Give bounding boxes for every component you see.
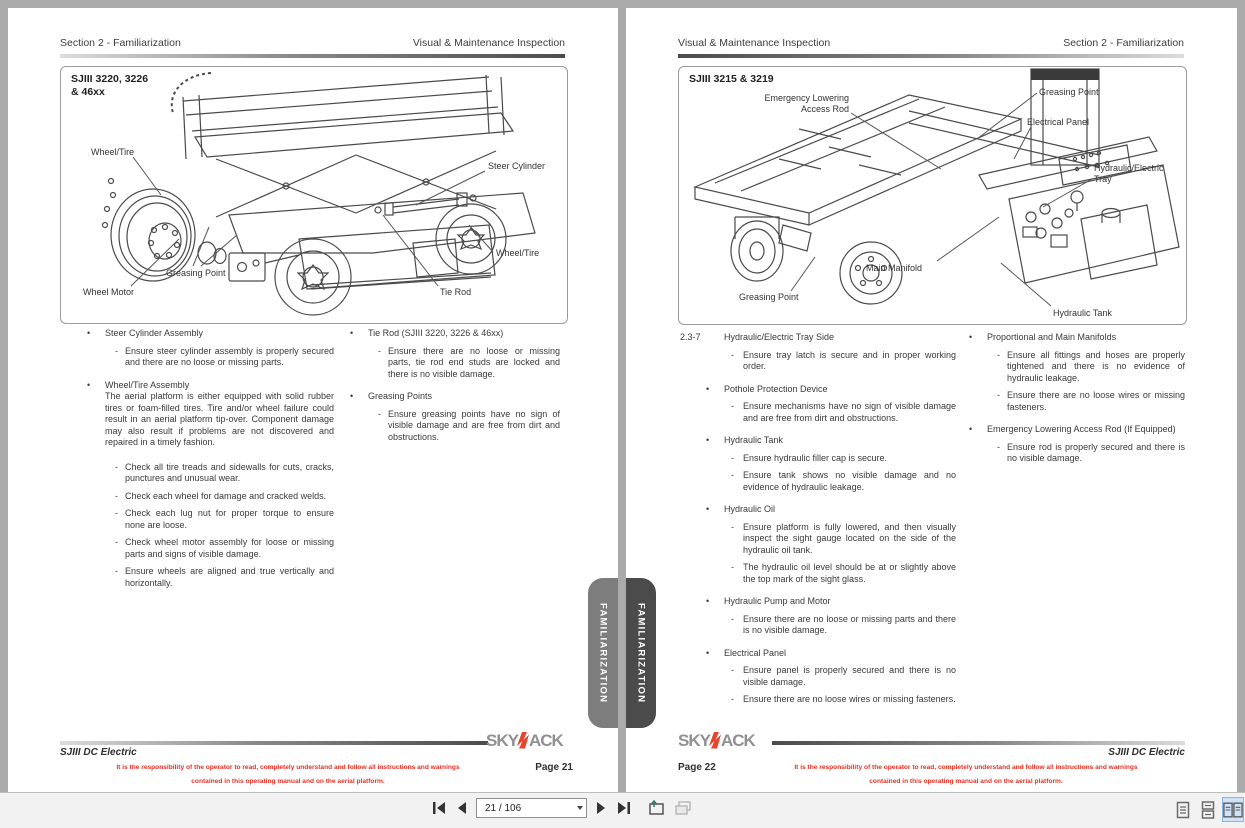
bullet-marker: • bbox=[706, 647, 710, 658]
page-view-modes bbox=[1172, 797, 1244, 822]
bullet-marker: • bbox=[969, 424, 973, 434]
running-header-topic: Visual & Maintenance Inspection bbox=[412, 37, 565, 49]
item-sub: - Ensure all fittings and hoses are properly tightened and there is no evidence of hydraulic leakage. bbox=[997, 349, 1185, 383]
item-sub: - Ensure rod is properly secured and there is no visible damage. bbox=[997, 441, 1185, 463]
inspection-item bbox=[680, 648, 956, 706]
figure-title: SJIII 3220, 3226 & 46xx bbox=[71, 73, 149, 98]
logo-text: SKY bbox=[486, 731, 518, 750]
callout-steer-cylinder: Steer Cylinder bbox=[488, 161, 546, 171]
first-page-button[interactable] bbox=[430, 800, 448, 816]
callout-emergency-lowering: Emergency Lowering Access Rod bbox=[764, 93, 849, 114]
next-page-button[interactable] bbox=[594, 800, 608, 816]
item-sub: - Ensure greasing points have no sign of visible damage and are free from dirt and obstructions. bbox=[378, 408, 560, 442]
inspection-item bbox=[680, 332, 956, 373]
dash-marker: - bbox=[115, 566, 118, 576]
section-tab-familiarization bbox=[588, 578, 618, 728]
inspection-item bbox=[680, 504, 956, 585]
item-sub: - Check wheel motor assembly for loose or missing parts and signs of visible damage. bbox=[115, 537, 334, 559]
tab-label: FAMILIARIZATION bbox=[597, 602, 609, 704]
dash-marker: - bbox=[731, 349, 734, 360]
item-title: Tie Rod (SJIII 3220, 3226 & 46xx) bbox=[368, 328, 504, 338]
item-sub: - Ensure hydraulic filler cap is secure. bbox=[731, 452, 888, 463]
inspection-item bbox=[86, 380, 334, 590]
scissor-lift-illustration bbox=[61, 67, 567, 323]
footer-rule bbox=[772, 741, 1185, 745]
doc-title: SJIII DC Electric bbox=[60, 747, 137, 758]
bullet-marker: • bbox=[350, 391, 354, 401]
logo-text: ACK bbox=[528, 731, 563, 750]
bullet-marker: • bbox=[706, 383, 710, 394]
dash-marker: - bbox=[731, 521, 734, 532]
item-title: Steer Cylinder Assembly bbox=[105, 328, 204, 338]
document-page-22 bbox=[626, 8, 1237, 792]
item-title: Wheel/Tire Assembly bbox=[105, 379, 190, 390]
logo-text: SKY bbox=[678, 731, 710, 750]
header-rule bbox=[678, 54, 1184, 58]
dash-marker: - bbox=[378, 345, 381, 356]
dash-marker: - bbox=[731, 452, 734, 463]
dash-marker: - bbox=[731, 613, 734, 624]
bullet-marker: • bbox=[706, 435, 710, 445]
tab-label: FAMILIARIZATION bbox=[635, 602, 647, 704]
item-sub: - Ensure wheels are aligned and true vertically and horizontally. bbox=[115, 566, 334, 588]
item-sub: - Ensure there are no loose or missing parts, tie rod end studs are locked and there is no visible damage. bbox=[378, 345, 560, 379]
document-page-21 bbox=[8, 8, 618, 792]
dash-marker: - bbox=[115, 345, 118, 356]
item-sub: - Ensure steer cylinder assembly is properly secured and there are no loose or missing parts. bbox=[115, 345, 334, 367]
duplicate-window-button[interactable] bbox=[673, 799, 693, 817]
figure-sjiii-3220 bbox=[60, 66, 568, 324]
item-sub: - Check each wheel for damage and cracked welds. bbox=[115, 490, 327, 501]
viewer-toolbar bbox=[0, 792, 1245, 828]
bullet-marker: • bbox=[969, 332, 973, 342]
item-title: Hydraulic Oil bbox=[724, 504, 776, 514]
text-column bbox=[349, 328, 560, 454]
dash-marker: - bbox=[115, 490, 118, 501]
dash-marker: - bbox=[731, 470, 734, 480]
continuous-view-button[interactable] bbox=[1197, 797, 1219, 822]
previous-page-button[interactable] bbox=[455, 800, 469, 816]
text-column bbox=[86, 328, 334, 600]
item-title: Proportional and Main Manifolds bbox=[987, 332, 1117, 342]
bullet-marker: • bbox=[706, 504, 710, 514]
text-column bbox=[968, 332, 1185, 476]
section-tab-familiarization bbox=[626, 578, 656, 728]
warning-line: It is the responsibility of the operator to read, completely understand and follow all instructions and warnings bbox=[116, 764, 460, 771]
first-page-icon bbox=[431, 801, 447, 815]
callout-greasing-point: Greasing Point bbox=[166, 268, 226, 278]
item-sub: - Ensure mechanisms have no sign of visible damage and are free from dirt and obstructions. bbox=[731, 401, 956, 423]
item-sub: - Check each lug nut for proper torque to ensure none are loose. bbox=[115, 508, 334, 530]
dash-marker: - bbox=[997, 349, 1000, 360]
inspection-item bbox=[349, 328, 560, 380]
dash-marker: - bbox=[115, 461, 118, 472]
footer-rule bbox=[60, 741, 488, 745]
next-page-icon bbox=[595, 801, 607, 815]
text-column bbox=[680, 332, 956, 717]
item-title: Hydraulic Tank bbox=[724, 435, 783, 445]
callout-main-manifold: Main Manifold bbox=[866, 263, 923, 273]
warning-line: It is the responsibility of the operator to read, completely understand and follow all instructions and warnings bbox=[794, 764, 1138, 771]
item-sub: - The hydraulic oil level should be at or slightly above the top mark of the sight glass. bbox=[731, 562, 956, 584]
bullet-marker: • bbox=[87, 328, 91, 338]
single-page-view-icon bbox=[1176, 801, 1190, 819]
item-title: Pothole Protection Device bbox=[724, 383, 828, 394]
callout-hydraulic-tank: Hydraulic Tank bbox=[1053, 308, 1112, 318]
item-sub: - Ensure there are no loose wires or missing fasteners. bbox=[731, 694, 956, 704]
section-number: 2.3-7 bbox=[680, 332, 701, 342]
bullet-marker: • bbox=[706, 596, 710, 606]
callout-hydraulic-electric-tray: Hydraulic/Electric Tray bbox=[1094, 163, 1164, 184]
item-title: Greasing Points bbox=[368, 391, 433, 401]
item-title: Hydraulic Pump and Motor bbox=[724, 596, 831, 606]
dash-marker: - bbox=[997, 390, 1000, 400]
warning-line: contained in this operating manual and on the aerial platform. bbox=[869, 777, 1063, 785]
dash-marker: - bbox=[115, 508, 118, 518]
dash-marker: - bbox=[731, 694, 734, 704]
callout-wheel-motor: Wheel Motor bbox=[83, 287, 135, 297]
header-rule bbox=[60, 54, 565, 58]
dash-marker: - bbox=[997, 441, 1000, 452]
new-window-icon bbox=[647, 800, 665, 816]
item-sub: - Ensure platform is fully lowered, and then visually inspect the sight gauge located on the side of the hydraulic oil tank. bbox=[731, 521, 956, 555]
running-header-section: Section 2 - Familiarization bbox=[1063, 37, 1184, 49]
continuous-view-icon bbox=[1201, 801, 1215, 819]
dash-marker: - bbox=[731, 562, 734, 572]
item-sub: - Ensure tank shows no visible damage and no evidence of hydraulic leakage. bbox=[731, 470, 956, 492]
running-header-section: Section 2 - Familiarization bbox=[60, 37, 181, 49]
two-page-view-icon bbox=[1223, 801, 1243, 819]
new-window-button[interactable] bbox=[646, 799, 666, 817]
callout-electrical-panel: Electrical Panel bbox=[1027, 117, 1090, 127]
dash-marker: - bbox=[731, 665, 734, 675]
skyjack-logo bbox=[678, 731, 755, 751]
operator-warning bbox=[756, 761, 1176, 788]
item-sub: - Ensure there are no loose wires or missing fasteners. bbox=[997, 390, 1185, 412]
inspection-item bbox=[680, 596, 956, 637]
item-sub: - Ensure panel is properly secured and there is no visible damage. bbox=[731, 665, 956, 687]
figure-sjiii-3215 bbox=[678, 66, 1187, 325]
item-title: Hydraulic/Electric Tray Side bbox=[724, 332, 835, 342]
inspection-item bbox=[968, 424, 1185, 465]
callout-greasing-point-bottom: Greasing Point bbox=[739, 292, 799, 302]
inspection-item bbox=[680, 435, 956, 493]
operator-warning bbox=[78, 761, 498, 788]
inspection-item bbox=[680, 384, 956, 425]
page-number-box[interactable] bbox=[476, 798, 587, 818]
callout-greasing-point-top: Greasing Point bbox=[1039, 87, 1099, 97]
warning-line: contained in this operating manual and on the aerial platform. bbox=[191, 777, 385, 785]
page-dropdown-caret[interactable] bbox=[577, 806, 583, 810]
duplicate-window-icon bbox=[674, 800, 692, 816]
doc-title: SJIII DC Electric bbox=[1108, 747, 1185, 758]
dash-marker: - bbox=[378, 408, 381, 419]
callout-tie-rod: Tie Rod bbox=[440, 287, 472, 297]
callout-wheel-tire-right: Wheel/Tire bbox=[496, 248, 540, 258]
dash-marker: - bbox=[115, 537, 118, 547]
item-title: Electrical Panel bbox=[724, 647, 787, 658]
item-sub: - Check all tire treads and sidewalls for cuts, cracks, punctures and unusual wear. bbox=[115, 461, 334, 483]
inspection-item bbox=[968, 332, 1185, 413]
previous-page-icon bbox=[456, 801, 468, 815]
running-header-topic: Visual & Maintenance Inspection bbox=[678, 37, 831, 49]
skyjack-logo bbox=[486, 731, 563, 751]
figure-title: SJIII 3215 & 3219 bbox=[689, 73, 774, 85]
page-number-input[interactable] bbox=[483, 802, 559, 815]
dash-marker: - bbox=[731, 401, 734, 411]
bullet-marker: • bbox=[87, 379, 91, 390]
two-page-view-button[interactable] bbox=[1222, 797, 1244, 822]
item-sub: - Ensure there are no loose or missing parts and there is no visible damage. bbox=[731, 613, 956, 635]
single-page-view-button[interactable] bbox=[1172, 797, 1194, 822]
page-navigation bbox=[430, 798, 693, 818]
page-number-label: Page 21 bbox=[535, 762, 573, 773]
last-page-button[interactable] bbox=[615, 800, 633, 816]
item-sub: - Ensure tray latch is secure and in proper working order. bbox=[731, 349, 956, 371]
item-body: The aerial platform is either equipped with solid rubber tires or foam-filled tires. Tire and/or wheel failure could result in an aerial platform tip-over. Component damage may also result if problems are not discovered and repaired in a timely fashion. bbox=[105, 391, 334, 447]
callout-wheel-tire-left: Wheel/Tire bbox=[91, 147, 135, 157]
item-title: Emergency Lowering Access Rod (If Equipped) bbox=[987, 424, 1176, 434]
last-page-icon bbox=[616, 801, 632, 815]
bullet-marker: • bbox=[350, 328, 354, 338]
page-number-label: Page 22 bbox=[678, 762, 716, 773]
logo-text: ACK bbox=[720, 731, 755, 750]
inspection-item bbox=[349, 391, 560, 443]
inspection-item bbox=[86, 328, 334, 369]
